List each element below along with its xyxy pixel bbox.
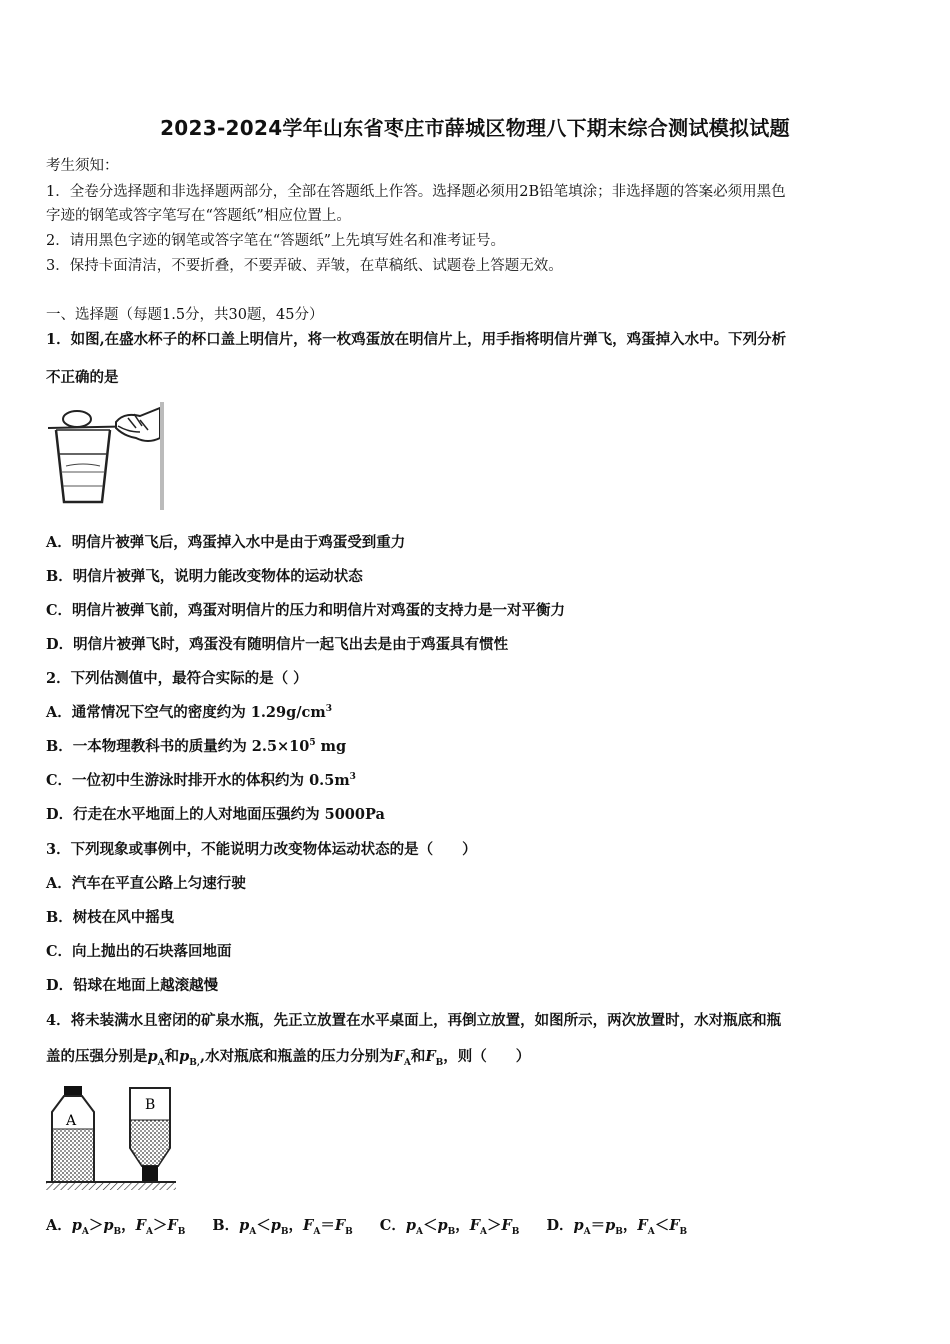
q4-sep: ，	[121, 1217, 136, 1234]
q2-option-b-unit: mg	[315, 738, 347, 755]
q4-option-label: C．	[379, 1217, 406, 1234]
q2-option-c	[46, 769, 356, 790]
q4-sub: A	[145, 1226, 153, 1237]
q4-relation: ＞	[152, 1217, 168, 1234]
q4-relation: ＝	[320, 1217, 335, 1234]
q4-sub: B	[435, 1057, 444, 1068]
q2-option-b	[46, 735, 346, 756]
question-1-stem-cont: 不正确的是	[46, 369, 119, 386]
q4-symbol-p: p	[270, 1217, 281, 1234]
q4-sub: A	[249, 1226, 257, 1237]
q4-symbol-f: F	[393, 1048, 404, 1065]
notice-item: 3．保持卡面清洁，不要折叠，不要弄破、弄皱，在草稿纸、试题卷上答题无效。	[46, 258, 563, 274]
q4-symbol-f: F	[334, 1217, 346, 1234]
q3-option-d: D．铅球在地面上越滚越慢	[46, 977, 219, 994]
q1-option-d: D．明信片被弹飞时，鸡蛋没有随明信片一起飞出去是由于鸡蛋具有惯性	[46, 636, 509, 653]
q4-stem-text: 盖的压强分别是	[46, 1048, 148, 1065]
q4-symbol-p: p	[573, 1217, 584, 1234]
q4-sub: B	[113, 1226, 122, 1237]
question-3-stem: 3．下列现象或事例中，不能说明力改变物体运动状态的是（ ）	[46, 841, 477, 858]
q4-symbol-f: F	[469, 1217, 480, 1234]
notice-item: 1．全卷分选择题和非选择题两部分，全部在答题纸上作答。选择题必须用2B铅笔填涂；非选择题的答案必须用黑色	[46, 184, 786, 200]
q4-symbol-f: F	[135, 1217, 146, 1234]
q4-stem-text: 和	[410, 1048, 426, 1065]
q2-option-b-text: B．一本物理教科书的质量约为 2.5×10	[46, 738, 310, 755]
q4-sub: A	[480, 1226, 487, 1237]
q4-sub: B	[177, 1226, 186, 1237]
section-heading: 一、选择题（每题1.5分，共30题，45分）	[46, 307, 324, 323]
q1-option-c: C．明信片被弹飞前，鸡蛋对明信片的压力和明信片对鸡蛋的支持力是一对平衡力	[46, 602, 566, 619]
q4-sub: A	[81, 1226, 89, 1237]
q4-symbol-f: F	[425, 1048, 436, 1065]
q2-option-a-text: A．通常情况下空气的密度约为 1.29g/cm	[46, 704, 326, 721]
bottles-figure	[46, 1084, 176, 1194]
q4-symbol-p: p	[179, 1048, 190, 1065]
q4-symbol-p: p	[405, 1217, 416, 1234]
q4-sep: ，	[455, 1217, 470, 1234]
q4-symbol-p: p	[437, 1217, 448, 1234]
q2-option-c-text: C．一位初中生游泳时排开水的体积约为 0.5m	[46, 772, 350, 789]
q4-symbol-f: F	[669, 1217, 680, 1234]
q4-sub: A	[415, 1226, 423, 1237]
q4-sub: A	[583, 1226, 591, 1237]
notice-item: 字迹的钢笔或答字笔写在“答题纸”相应位置上。	[46, 208, 351, 224]
q4-symbol-p: p	[147, 1048, 158, 1065]
q4-symbol-f: F	[303, 1217, 314, 1234]
question-4-stem-cont	[46, 1045, 530, 1068]
q4-option-a	[46, 1217, 186, 1237]
q4-stem-text: ，则（ ）	[443, 1048, 531, 1065]
question-1-stem: 1．如图,在盛水杯子的杯口盖上明信片，将一枚鸡蛋放在明信片上，用手指将明信片弹飞，鸡蛋掉入水中。下列分析	[46, 331, 787, 348]
notice-item: 2．请用黑色字迹的钢笔或答字笔在“答题纸”上先填写姓名和准考证号。	[46, 233, 506, 249]
q4-symbol-p: p	[239, 1217, 250, 1234]
q4-option-c	[379, 1217, 520, 1237]
q2-option-d: D．行走在水平地面上的人对地面压强约为 5000Pa	[46, 806, 385, 823]
q4-symbol-f: F	[501, 1217, 512, 1234]
q4-relation: ＜	[654, 1217, 670, 1234]
q4-symbol-p: p	[103, 1217, 114, 1234]
q4-relation: ＝	[590, 1217, 606, 1234]
q4-option-label: B．	[212, 1217, 240, 1234]
q4-option-label: D．	[546, 1217, 574, 1234]
q1-option-b: B．明信片被弹飞，说明力能改变物体的运动状态	[46, 568, 363, 585]
q2-option-b-sup: 5	[309, 738, 316, 749]
q3-option-a: A．汽车在平直公路上匀速行驶	[46, 875, 246, 892]
q3-option-b: B．树枝在风中摇曳	[46, 909, 175, 926]
q4-sub: B	[615, 1226, 623, 1237]
q4-options	[46, 1214, 709, 1237]
q2-option-a-sup: 3	[325, 704, 332, 715]
q4-sub: A	[647, 1226, 655, 1237]
page-title: 2023-2024学年山东省枣庄市薛城区物理八下期末综合测试模拟试题	[160, 116, 790, 140]
q4-relation: ＜	[256, 1217, 271, 1234]
question-2-stem: 2．下列估测值中，最符合实际的是（ ）	[46, 670, 308, 687]
q4-symbol-p: p	[71, 1217, 82, 1234]
q2-option-c-sup: 3	[349, 772, 356, 783]
q4-stem-text: ,水对瓶底和瓶盖的压力分别为	[200, 1048, 394, 1065]
q4-option-d	[546, 1217, 688, 1237]
bottle-a-label: A	[66, 1113, 77, 1129]
q2-option-a	[46, 701, 332, 722]
q1-option-a: A．明信片被弹飞后，鸡蛋掉入水中是由于鸡蛋受到重力	[46, 534, 406, 551]
q4-symbol-f: F	[637, 1217, 648, 1234]
q4-relation: ＞	[88, 1217, 104, 1234]
bottle-b-label: B	[145, 1097, 156, 1113]
q4-sub: B	[447, 1226, 456, 1237]
q4-sub: A	[313, 1226, 321, 1237]
q4-option-label: A．	[46, 1217, 72, 1234]
q4-relation: ＜	[422, 1217, 438, 1234]
q4-option-b	[212, 1217, 353, 1237]
q4-stem-text: 和	[164, 1048, 180, 1065]
q4-sub: B	[511, 1226, 520, 1237]
q4-sep: ，	[288, 1217, 304, 1234]
q4-sep: ，	[622, 1217, 638, 1234]
question-4-stem: 4．将未装满水且密闭的矿泉水瓶，先正立放置在水平桌面上，再倒立放置，如图所示，两次放置时，水对瓶底和瓶	[46, 1012, 782, 1029]
q4-sub: B	[280, 1226, 289, 1237]
notice-heading: 考生须知：	[46, 158, 119, 174]
q4-relation: ＞	[486, 1217, 502, 1234]
q4-symbol-p: p	[605, 1217, 616, 1234]
q4-sub: A	[403, 1057, 411, 1068]
cup-egg-figure	[44, 402, 164, 510]
q4-sub: B,	[189, 1057, 201, 1068]
q4-sub: A	[157, 1057, 165, 1068]
q3-option-c: C．向上抛出的石块落回地面	[46, 943, 232, 960]
q4-sub: B	[345, 1226, 353, 1237]
q4-sub: B	[679, 1226, 688, 1237]
q4-symbol-f: F	[167, 1217, 178, 1234]
